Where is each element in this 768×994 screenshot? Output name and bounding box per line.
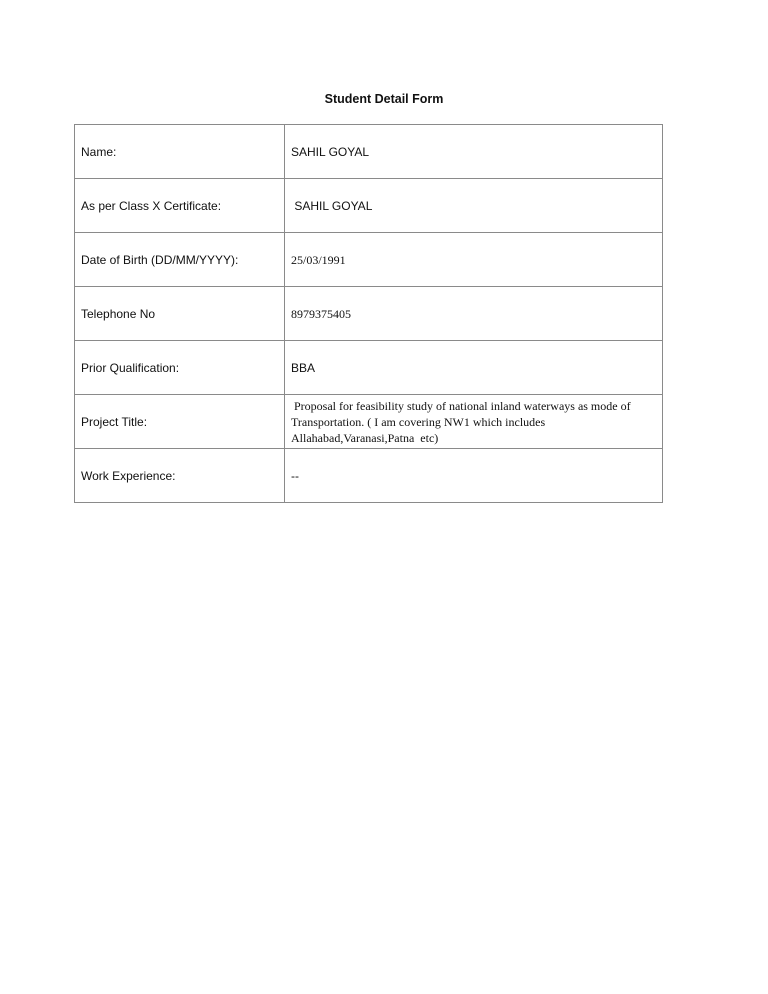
table-row-name [75, 125, 663, 179]
class-x-label: As per Class X Certificate: [75, 179, 285, 233]
table-row-project-title [75, 395, 663, 449]
qualification-value: BBA [285, 341, 663, 395]
project-title-label: Project Title: [75, 395, 285, 449]
project-title-line: Allahabad,Varanasi,Patna etc) [291, 430, 439, 445]
name-value: SAHIL GOYAL [285, 125, 663, 179]
project-title-line: Proposal for feasibility study of national inland waterways as mode of [291, 398, 631, 413]
qualification-label: Prior Qualification: [75, 341, 285, 395]
table-row-telephone [75, 287, 663, 341]
telephone-value: 8979375405 [285, 287, 663, 341]
table-row-qualification [75, 341, 663, 395]
name-label: Name: [75, 125, 285, 179]
table-row-class-x-name [75, 179, 663, 233]
student-detail-table [74, 124, 663, 503]
page-title: Student Detail Form [324, 92, 444, 106]
table-row-dob [75, 233, 663, 287]
table-row-work-experience [75, 449, 663, 503]
work-experience-value: -- [285, 449, 663, 503]
work-experience-label: Work Experience: [75, 449, 285, 503]
project-title-value [285, 395, 663, 449]
dob-label: Date of Birth (DD/MM/YYYY): [75, 233, 285, 287]
class-x-value: SAHIL GOYAL [285, 179, 663, 233]
telephone-label: Telephone No [75, 287, 285, 341]
dob-value: 25/03/1991 [285, 233, 663, 287]
project-title-line: Transportation. ( I am covering NW1 which includes [291, 414, 546, 429]
